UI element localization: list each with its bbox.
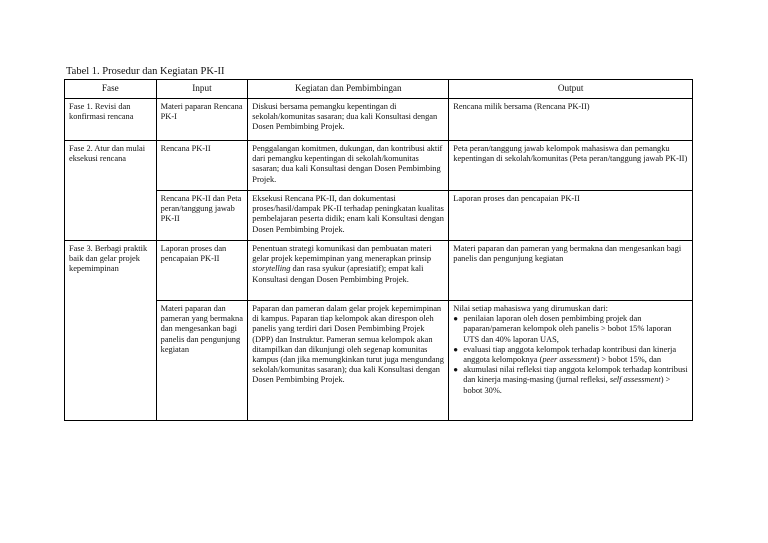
kegiatan-cell — [248, 241, 449, 301]
header-input: Input — [156, 80, 248, 99]
storytelling-term: storytelling — [252, 264, 291, 274]
table-row — [65, 191, 693, 241]
header-fase: Fase — [65, 80, 157, 99]
peer-assessment-term: peer assessment — [542, 355, 597, 365]
table-row — [65, 141, 693, 191]
self-assessment-term: self assessment — [609, 375, 661, 385]
list-item — [453, 345, 688, 365]
table-row — [65, 241, 693, 301]
list-item-text: penilaian laporan oleh dosen pembimbing projek dan paparan/pameran kelompok oleh panelis > bobot 15% laporan UTS dan 40% laporan UAS, — [463, 314, 672, 344]
fase-cell: Fase 3. Berbagi praktik baik dan gelar projek kepemimpinan — [65, 241, 157, 421]
output-cell: Rencana milik bersama (Rencana PK-II) — [449, 99, 693, 141]
header-kegiatan: Kegiatan dan Pembimbingan — [248, 80, 449, 99]
procedure-table — [64, 79, 693, 421]
kegiatan-cell: Eksekusi Rencana PK-II, dan dokumentasi proses/hasil/dampak PK-II terhadap peningkatan kualitas pembelajaran peserta didik; enam kali Konsultasi dengan Dosen Pembimbing Projek. — [248, 191, 449, 241]
table-caption: Tabel 1. Prosedur dan Kegiatan PK-II — [66, 66, 225, 77]
input-cell: Materi paparan dan pameran yang bermakna dan mengesankan bagi panelis dan pengunjung kegiatan — [156, 301, 248, 421]
input-cell: Rencana PK-II dan Peta peran/tanggung jawab PK-II — [156, 191, 248, 241]
output-cell: Materi paparan dan pameran yang bermakna dan mengesankan bagi panelis dan pengunjung kegiatan — [449, 241, 693, 301]
kegiatan-text: Penentuan strategi komunikasi dan pembuatan materi gelar projek kepemimpinan yang menerapkan prinsip — [252, 244, 432, 264]
kegiatan-text: dan rasa syukur (apresiatif); empat kali Konsultasi dengan Dosen Pembimbing Projek. — [252, 264, 424, 284]
list-item — [453, 365, 688, 396]
input-cell: Laporan proses dan pencapaian PK-II — [156, 241, 248, 301]
fase-cell: Fase 2. Atur dan mulai eksekusi rencana — [65, 141, 157, 241]
kegiatan-cell: Penggalangan komitmen, dukungan, dan kontribusi aktif dari pemangku kepentingan di sekolah/komunitas sasaran; dua kali Konsultasi dengan Dosen Pembimbing Projek. — [248, 141, 449, 191]
fase-cell: Fase 1. Revisi dan konfirmasi rencana — [65, 99, 157, 141]
output-cell: Peta peran/tanggung jawab kelompok mahasiswa dan pemangku kepentingan di sekolah/komunitas (Peta peran/tanggung jawab PK-II) — [449, 141, 693, 191]
list-item-text: ) > bobot 30%. — [463, 375, 671, 395]
list-item-text: akumulasi nilai refleksi tiap anggota kelompok terhadap kontribusi dan kinerja masing-masing (jurnal refleksi, — [463, 365, 688, 385]
header-output: Output — [449, 80, 693, 99]
output-cell: Laporan proses dan pencapaian PK-II — [449, 191, 693, 241]
output-cell — [449, 301, 693, 421]
input-cell: Rencana PK-II — [156, 141, 248, 191]
kegiatan-cell: Paparan dan pameran dalam gelar projek kepemimpinan di kampus. Paparan tiap kelompok akan direspon oleh panelis yang terdiri dari Dosen Pembimbing Projek (DPP) dan Instruktur. Pameran semua kelompok akan ditampilkan dan dikunjungi oleh segenap komunitas kampus (dan jika memungkinkan turut juga mengundang sekolah/komunitas sasaran); dua kali Konsultasi dengan Dosen Pembimbing Projek. — [248, 301, 449, 421]
input-cell: Materi paparan Rencana PK-I — [156, 99, 248, 141]
table-header-row — [65, 80, 693, 99]
list-item — [453, 314, 688, 345]
table-row — [65, 301, 693, 421]
list-item-text: evaluasi tiap anggota kelompok terhadap kontribusi dan kinerja anggota kelompoknya ( — [463, 344, 677, 365]
assessment-list — [453, 314, 688, 396]
output-intro: Nilai setiap mahasiswa yang dirumuskan dari: — [453, 304, 608, 313]
list-item-text: ) > bobot 15%, dan — [596, 355, 662, 365]
kegiatan-cell: Diskusi bersama pemangku kepentingan di sekolah/komunitas sasaran; dua kali Konsultasi dengan Dosen Pembimbing Projek. — [248, 99, 449, 141]
table-row — [65, 99, 693, 141]
